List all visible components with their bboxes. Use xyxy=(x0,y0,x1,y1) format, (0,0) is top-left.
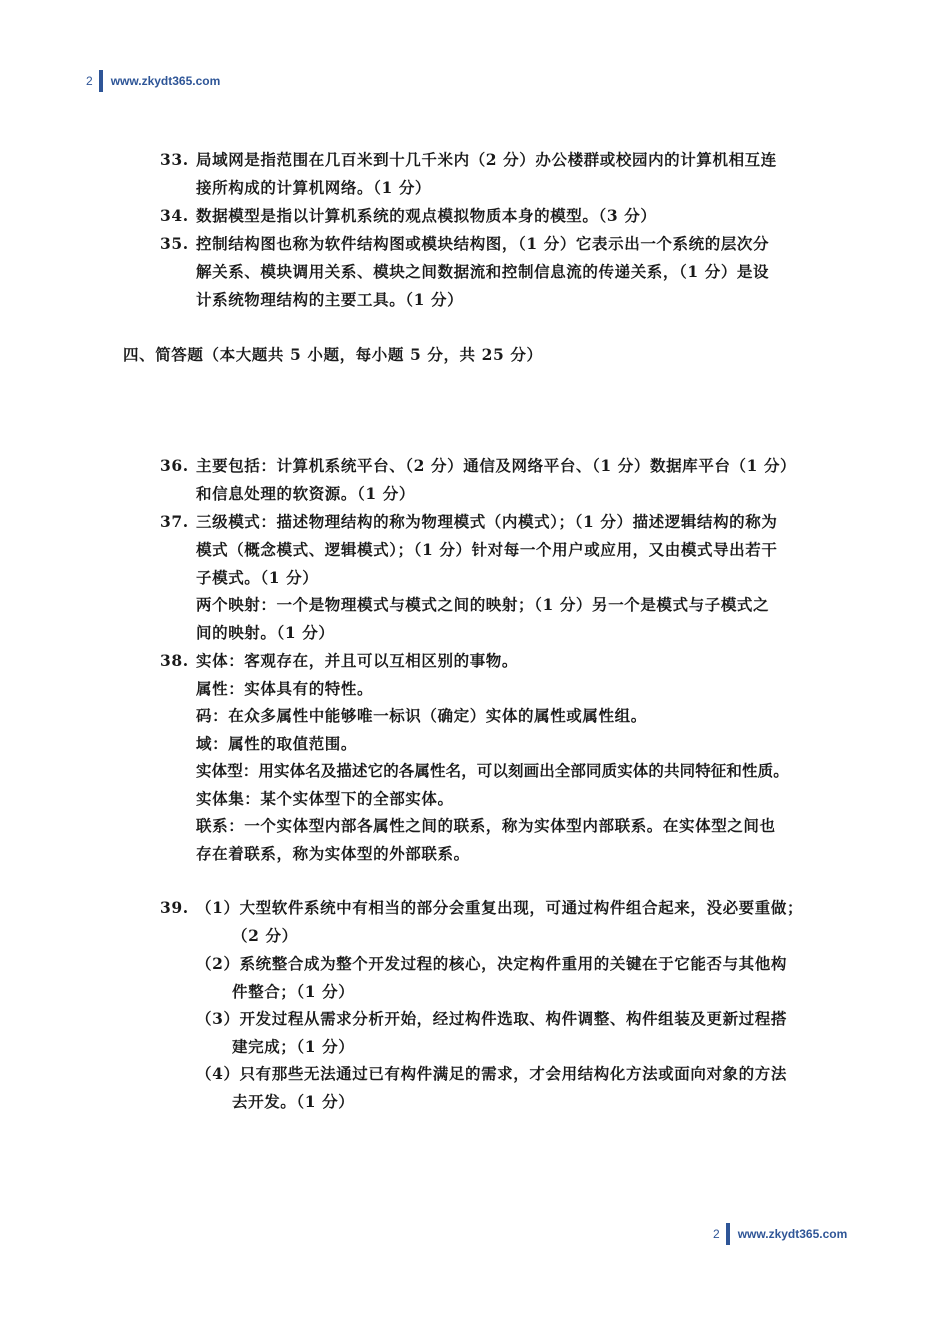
header-site-link[interactable]: www.zkydt365.com xyxy=(110,74,221,88)
q39-text-5: （3）开发过程从需求分析开始，经过构件选取、构件调整、构件组装及更新过程搭 xyxy=(196,1009,787,1028)
q38-text-7: 联系：一个实体型内部各属性之间的联系，称为实体型内部联系。在实体型之间也 xyxy=(196,816,776,835)
q35-text-3: 计系统物理结构的主要工具。（1 分） xyxy=(196,290,464,309)
q37-text-3: 子模式。（1 分） xyxy=(196,568,319,587)
footer-page-number: 2 xyxy=(713,1227,720,1241)
q38-number: 38. xyxy=(160,651,189,670)
q37-text-5: 间的映射。（1 分） xyxy=(196,623,335,642)
q39-text-8: 去开发。（1 分） xyxy=(232,1092,355,1111)
page-footer xyxy=(713,1223,847,1245)
q37-number: 37. xyxy=(160,512,189,531)
q33-line-1 xyxy=(160,148,777,170)
q36-line-1 xyxy=(160,454,796,476)
q34-line-1 xyxy=(160,204,656,226)
q39-text-4: 件整合；（1 分） xyxy=(232,982,355,1001)
q35-text-2: 解关系、模块调用关系、模块之间数据流和控制信息流的传递关系，（1 分）是设 xyxy=(196,262,770,281)
q39-text-2: （2 分） xyxy=(232,926,298,945)
q38-text-6: 实体集：某个实体型下的全部实体。 xyxy=(196,789,454,808)
q39-text-1: （1）大型软件系统中有相当的部分会重复出现，可通过构件组合起来，没必要重做； xyxy=(196,898,804,917)
q33-text-2: 接所构成的计算机网络。（1 分） xyxy=(196,178,432,197)
q36-text-1: 主要包括：计算机系统平台、（2 分）通信及网络平台、（1 分）数据库平台（1 分） xyxy=(196,456,797,475)
q39-number: 39. xyxy=(160,898,189,917)
q38-text-4: 域：属性的取值范围。 xyxy=(196,734,358,753)
q37-text-4: 两个映射：一个是物理模式与模式之间的映射；（1 分）另一个是模式与子模式之 xyxy=(196,595,770,614)
q33-number: 33. xyxy=(160,150,189,169)
q38-line-1 xyxy=(160,649,518,671)
q39-line-1 xyxy=(160,896,803,918)
q36-text-2: 和信息处理的软资源。（1 分） xyxy=(196,484,415,503)
q38-text-8: 存在着联系，称为实体型的外部联系。 xyxy=(196,844,470,863)
page-header xyxy=(86,70,220,92)
header-page-number: 2 xyxy=(86,74,93,88)
footer-site-link[interactable]: www.zkydt365.com xyxy=(737,1227,848,1241)
q35-text-1: 控制结构图也称为软件结构图或模块结构图，（1 分）它表示出一个系统的层次分 xyxy=(196,234,770,253)
footer-divider xyxy=(726,1223,730,1245)
q37-text-2: 模式（概念模式、逻辑模式）；（1 分）针对每一个用户或应用，又由模式导出若干 xyxy=(196,540,778,559)
q37-line-1 xyxy=(160,510,777,532)
q36-number: 36. xyxy=(160,456,189,475)
q39-text-3: （2）系统整合成为整个开发过程的核心，决定构件重用的关键在于它能否与其他构 xyxy=(196,954,787,973)
q35-line-1 xyxy=(160,232,769,254)
q39-text-6: 建完成；（1 分） xyxy=(232,1037,355,1056)
q38-text-5: 实体型：用实体名及描述它的各属性名，可以刻画出全部同质实体的共同特征和性质。 xyxy=(196,761,789,780)
q34-number: 34. xyxy=(160,206,189,225)
section-4-heading: 四、简答题（本大题共 5 小题，每小题 5 分，共 25 分） xyxy=(123,345,543,364)
q38-text-3: 码：在众多属性中能够唯一标识（确定）实体的属性或属性组。 xyxy=(196,706,647,725)
header-divider xyxy=(99,70,103,92)
q38-text-2: 属性：实体具有的特性。 xyxy=(196,679,374,698)
q33-text-1: 局域网是指范围在几百米到十几千米内（2 分）办公楼群或校园内的计算机相互连 xyxy=(196,150,777,169)
q39-text-7: （4）只有那些无法通过已有构件满足的需求，才会用结构化方法或面向对象的方法 xyxy=(196,1064,787,1083)
q37-text-1: 三级模式：描述物理结构的称为物理模式（内模式）；（1 分）描述逻辑结构的称为 xyxy=(196,512,778,531)
q34-text-1: 数据模型是指以计算机系统的观点模拟物质本身的模型。（3 分） xyxy=(196,206,657,225)
q35-number: 35. xyxy=(160,234,189,253)
q38-text-1: 实体：客观存在，并且可以互相区别的事物。 xyxy=(196,651,519,670)
